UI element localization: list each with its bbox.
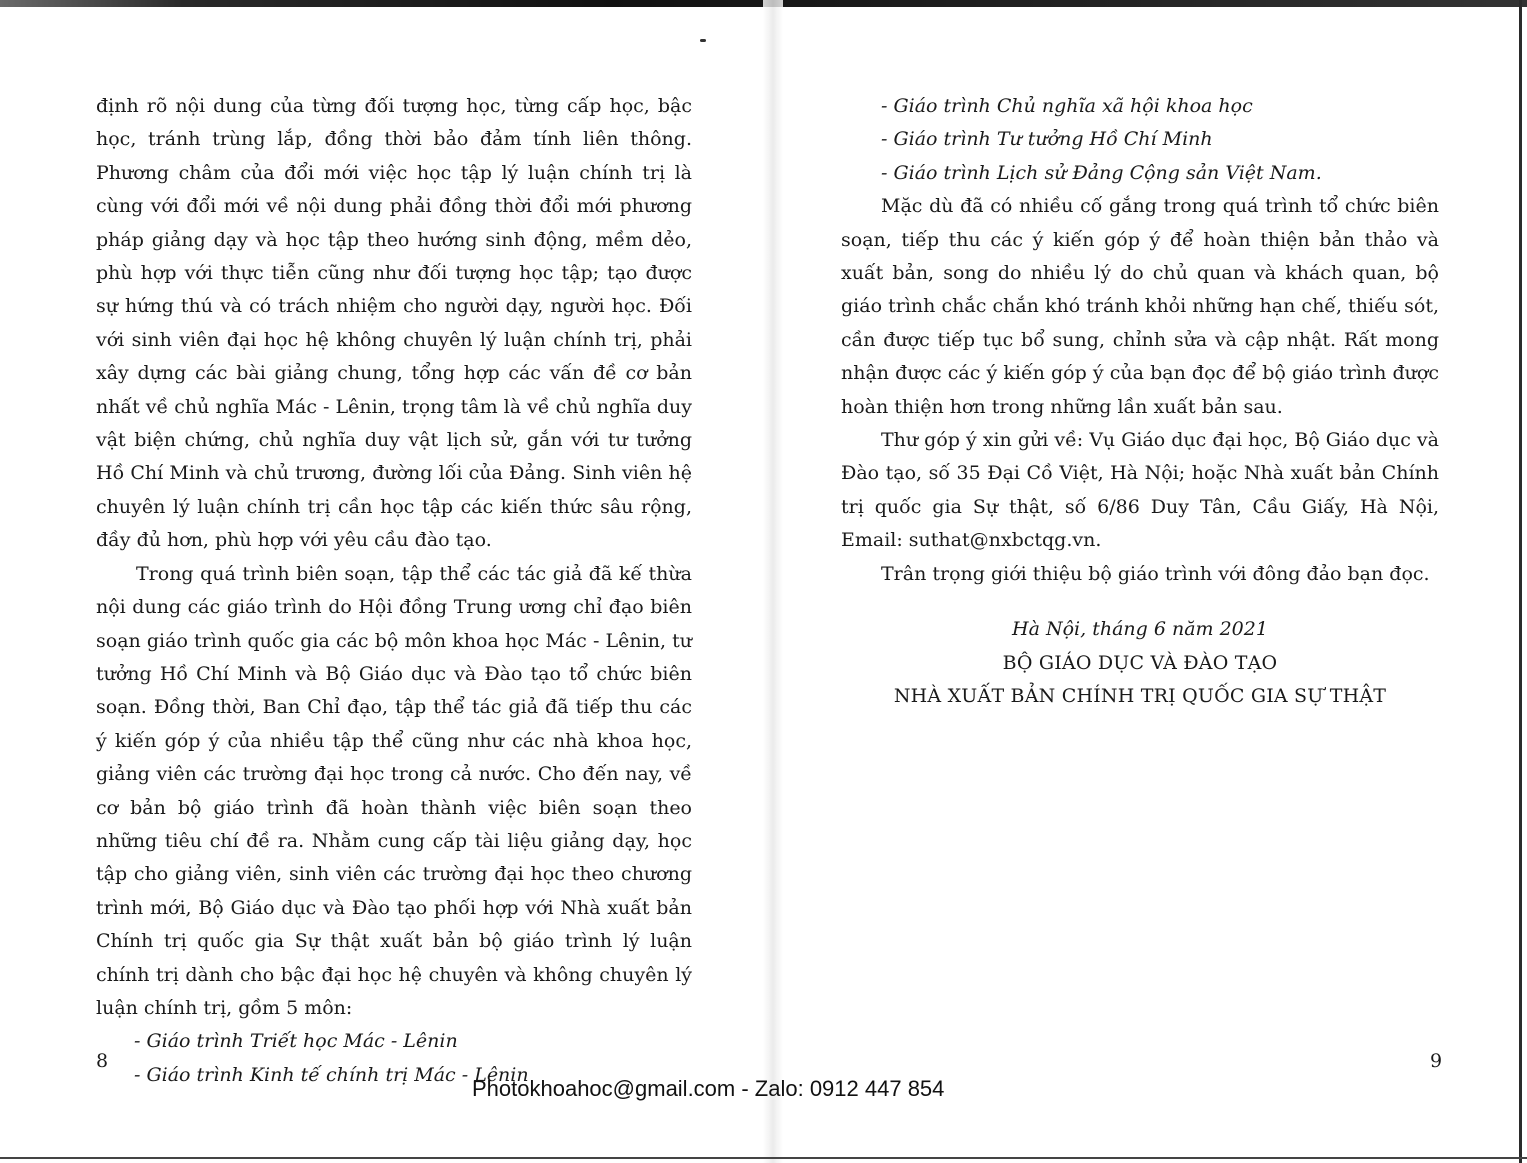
right-course-list	[841, 90, 1439, 190]
list-item: - Giáo trình Tư tưởng Hồ Chí Minh	[881, 128, 1213, 151]
left-paragraph-1: định rõ nội dung của từng đối tượng học, từng cấp học, bậc học, tránh trùng lắp, đồng thời bảo đảm tính liên thông. Phương châm của đổi mới việc học tập lý luận chính trị là cùng với đổi mới về nội dung phải đồng thời đổi mới phương pháp giảng dạy và học tập theo hướng sinh động, mềm dẻo, phù hợp với thực tiễn cũng như đối tượng học tập; tạo được sự hứng thú và có trách nhiệm cho người dạy, người học. Đối với sinh viên đại học hệ không chuyên lý luận chính trị, phải xây dựng các bài giảng chung, tổng hợp các vấn đề cơ bản nhất về chủ nghĩa Mác - Lênin, trọng tâm là về chủ nghĩa duy vật biện chứng, chủ nghĩa duy vật lịch sử, gắn với tư tưởng Hồ Chí Minh và chủ trương, đường lối của Đảng. Sinh viên hệ chuyên lý luận chính trị cần học tập các kiến thức sâu rộng, đầy đủ hơn, phù hợp với yêu cầu đào tạo.	[96, 95, 692, 552]
scan-right-edge	[1519, 0, 1522, 1163]
scan-bottom-border	[0, 1157, 1527, 1159]
right-paragraph-2: Thư góp ý xin gửi về: Vụ Giáo dục đại học, Bộ Giáo dục và Đào tạo, số 35 Đại Cồ Việt, Hà Nội; hoặc Nhà xuất bản Chính trị quốc gia Sự thật, số 6/86 Duy Tân, Cầu Giấy, Hà Nội, Email: suthat@nxbctqg.vn.	[841, 429, 1439, 552]
signature-org-publisher: NHÀ XUẤT BẢN CHÍNH TRỊ QUỐC GIA SỰ THẬT	[893, 684, 1387, 707]
right-page	[841, 90, 1439, 713]
scan-speck	[700, 39, 706, 42]
list-item: - Giáo trình Lịch sử Đảng Cộng sản Việt Nam.	[881, 161, 1322, 184]
right-paragraph-3: Trân trọng giới thiệu bộ giáo trình với đông đảo bạn đọc.	[881, 562, 1430, 585]
signature-org-ministry: BỘ GIÁO DỤC VÀ ĐÀO TẠO	[1002, 651, 1278, 674]
list-item: - Giáo trình Chủ nghĩa xã hội khoa học	[881, 95, 1253, 117]
left-paragraph-2: Trong quá trình biên soạn, tập thể các tác giả đã kế thừa nội dung các giáo trình do Hội đồng Trung ương chỉ đạo biên soạn giáo trình quốc gia các bộ môn khoa học Mác - Lênin, tư tưởng Hồ Chí Minh và Bộ Giáo dục và Đào tạo tổ chức biên soạn. Đồng thời, Ban Chỉ đạo, tập thể tác giả đã tiếp thu các ý kiến góp ý của nhiều tập thể cũng như các nhà khoa học, giảng viên các trường đại học trong cả nước. Cho đến nay, về cơ bản bộ giáo trình đã hoàn thành việc biên soạn theo những tiêu chí đề ra. Nhằm cung cấp tài liệu giảng dạy, học tập cho giảng viên, sinh viên các trường đại học theo chương trình mới, Bộ Giáo dục và Đào tạo phối hợp với Nhà xuất bản Chính trị quốc gia Sự thật xuất bản bộ giáo trình lý luận chính trị dành cho bậc đại học hệ chuyên và không chuyên lý luận chính trị, gồm 5 môn:	[96, 562, 692, 1019]
signature-date: Hà Nội, tháng 6 năm 2021	[1012, 618, 1268, 641]
right-page-number: 9	[1430, 1050, 1443, 1072]
list-item: - Giáo trình Kinh tế chính trị Mác - Lênin	[134, 1063, 529, 1086]
list-item: - Giáo trình Triết học Mác - Lênin	[134, 1030, 458, 1053]
book-gutter	[763, 0, 783, 1163]
right-paragraph-1: Mặc dù đã có nhiều cố gắng trong quá trình tổ chức biên soạn, tiếp thu các ý kiến góp ý để hoàn thiện bản thảo và xuất bản, song do nhiều lý do chủ quan và khách quan, bộ giáo trình chắc chắn khó tránh khỏi những hạn chế, thiếu sót, cần được tiếp tục bổ sung, chỉnh sửa và cập nhật. Rất mong nhận được các ý kiến góp ý của bạn đọc để bộ giáo trình được hoàn thiện hơn trong những lần xuất bản sau.	[841, 195, 1439, 418]
left-page-number: 8	[96, 1050, 109, 1072]
signature-block	[841, 613, 1439, 713]
watermark-contact: Photokhoahoc@gmail.com - Zalo: 0912 447 854	[472, 1076, 945, 1101]
left-page	[96, 90, 692, 1092]
